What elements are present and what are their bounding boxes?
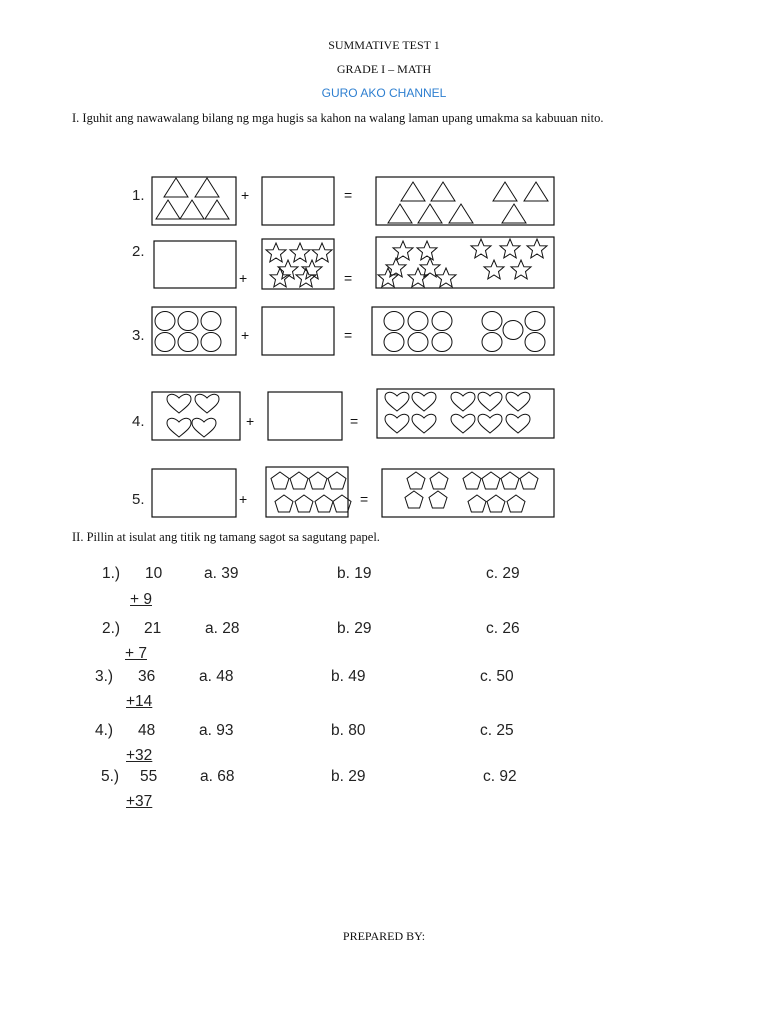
q3-choice-b[interactable]: b. 49 [331, 668, 366, 685]
q1-choice-a[interactable]: a. 39 [204, 565, 239, 582]
q5-number: 5.) [101, 768, 120, 785]
row2-boxes [154, 237, 554, 289]
q5-choice-b[interactable]: b. 29 [331, 768, 366, 785]
q2-bottom: + 7 [125, 645, 147, 662]
row2-box-empty[interactable] [154, 241, 236, 288]
row3-number: 3. [132, 327, 145, 344]
q5-bottom: +37 [126, 793, 153, 810]
row4-box-empty[interactable] [268, 392, 342, 440]
q3-number: 3.) [95, 668, 114, 685]
test-subtitle: GRADE I – MATH [336, 62, 432, 76]
row2-plus: + [239, 270, 248, 286]
test-title: SUMMATIVE TEST 1 [328, 38, 440, 52]
q2-top: 21 [144, 620, 162, 637]
row4-box-a [152, 392, 240, 440]
row1-box-a [152, 177, 236, 225]
q5-choice-c[interactable]: c. 92 [483, 768, 517, 785]
row3-equals: = [344, 327, 353, 343]
row2-number: 2. [132, 243, 145, 260]
q1-bottom: + 9 [130, 591, 152, 608]
row4-equals: = [350, 413, 359, 429]
row3-boxes [152, 307, 554, 355]
q2-number: 2.) [102, 620, 121, 637]
prepared-by: PREPARED BY: [342, 929, 426, 943]
q3-choice-a[interactable]: a. 48 [199, 668, 234, 685]
row4-boxes [152, 389, 554, 440]
q4-bottom: +32 [126, 747, 153, 764]
row4-number: 4. [132, 413, 145, 430]
q2-choice-b[interactable]: b. 29 [337, 620, 372, 637]
row3-box-empty[interactable] [262, 307, 334, 355]
row5-boxes [152, 467, 554, 517]
part1-instruction: I. Iguhit ang nawawalang bilang ng mga hugis sa kahon na walang laman upang umakma sa kabuuan nito. [72, 111, 604, 125]
q2-choice-a[interactable]: a. 28 [205, 620, 240, 637]
q1-top: 10 [145, 565, 163, 582]
row5-box-empty[interactable] [152, 469, 236, 517]
row1-boxes [152, 177, 554, 225]
q4-number: 4.) [95, 722, 114, 739]
row1-plus: + [241, 187, 250, 203]
row5-equals: = [360, 491, 369, 507]
q4-choice-a[interactable]: a. 93 [199, 722, 234, 739]
q3-top: 36 [138, 668, 156, 685]
q2-choice-c[interactable]: c. 26 [486, 620, 520, 637]
row2-box-total [376, 237, 554, 288]
row2-equals: = [344, 270, 353, 286]
q1-choice-b[interactable]: b. 19 [337, 565, 372, 582]
row5-plus: + [239, 491, 248, 507]
q4-choice-b[interactable]: b. 80 [331, 722, 366, 739]
q5-choice-a[interactable]: a. 68 [200, 768, 235, 785]
row5-box-total [382, 469, 554, 517]
row1-box-empty[interactable] [262, 177, 334, 225]
part2-instruction: II. Pillin at isulat ang titik ng tamang sagot sa sagutang papel. [72, 530, 380, 544]
q4-top: 48 [138, 722, 156, 739]
row3-plus: + [241, 327, 250, 343]
q5-top: 55 [140, 768, 158, 785]
q3-bottom: +14 [126, 693, 153, 710]
q1-choice-c[interactable]: c. 29 [486, 565, 520, 582]
row1-number: 1. [132, 187, 145, 204]
q1-number: 1.) [102, 565, 121, 582]
row1-equals: = [344, 187, 353, 203]
row5-number: 5. [132, 491, 145, 508]
q4-choice-c[interactable]: c. 25 [480, 722, 514, 739]
row3-box-a [152, 307, 236, 355]
channel-name: GURO AKO CHANNEL [321, 86, 447, 100]
q3-choice-c[interactable]: c. 50 [480, 668, 514, 685]
row4-plus: + [246, 413, 255, 429]
